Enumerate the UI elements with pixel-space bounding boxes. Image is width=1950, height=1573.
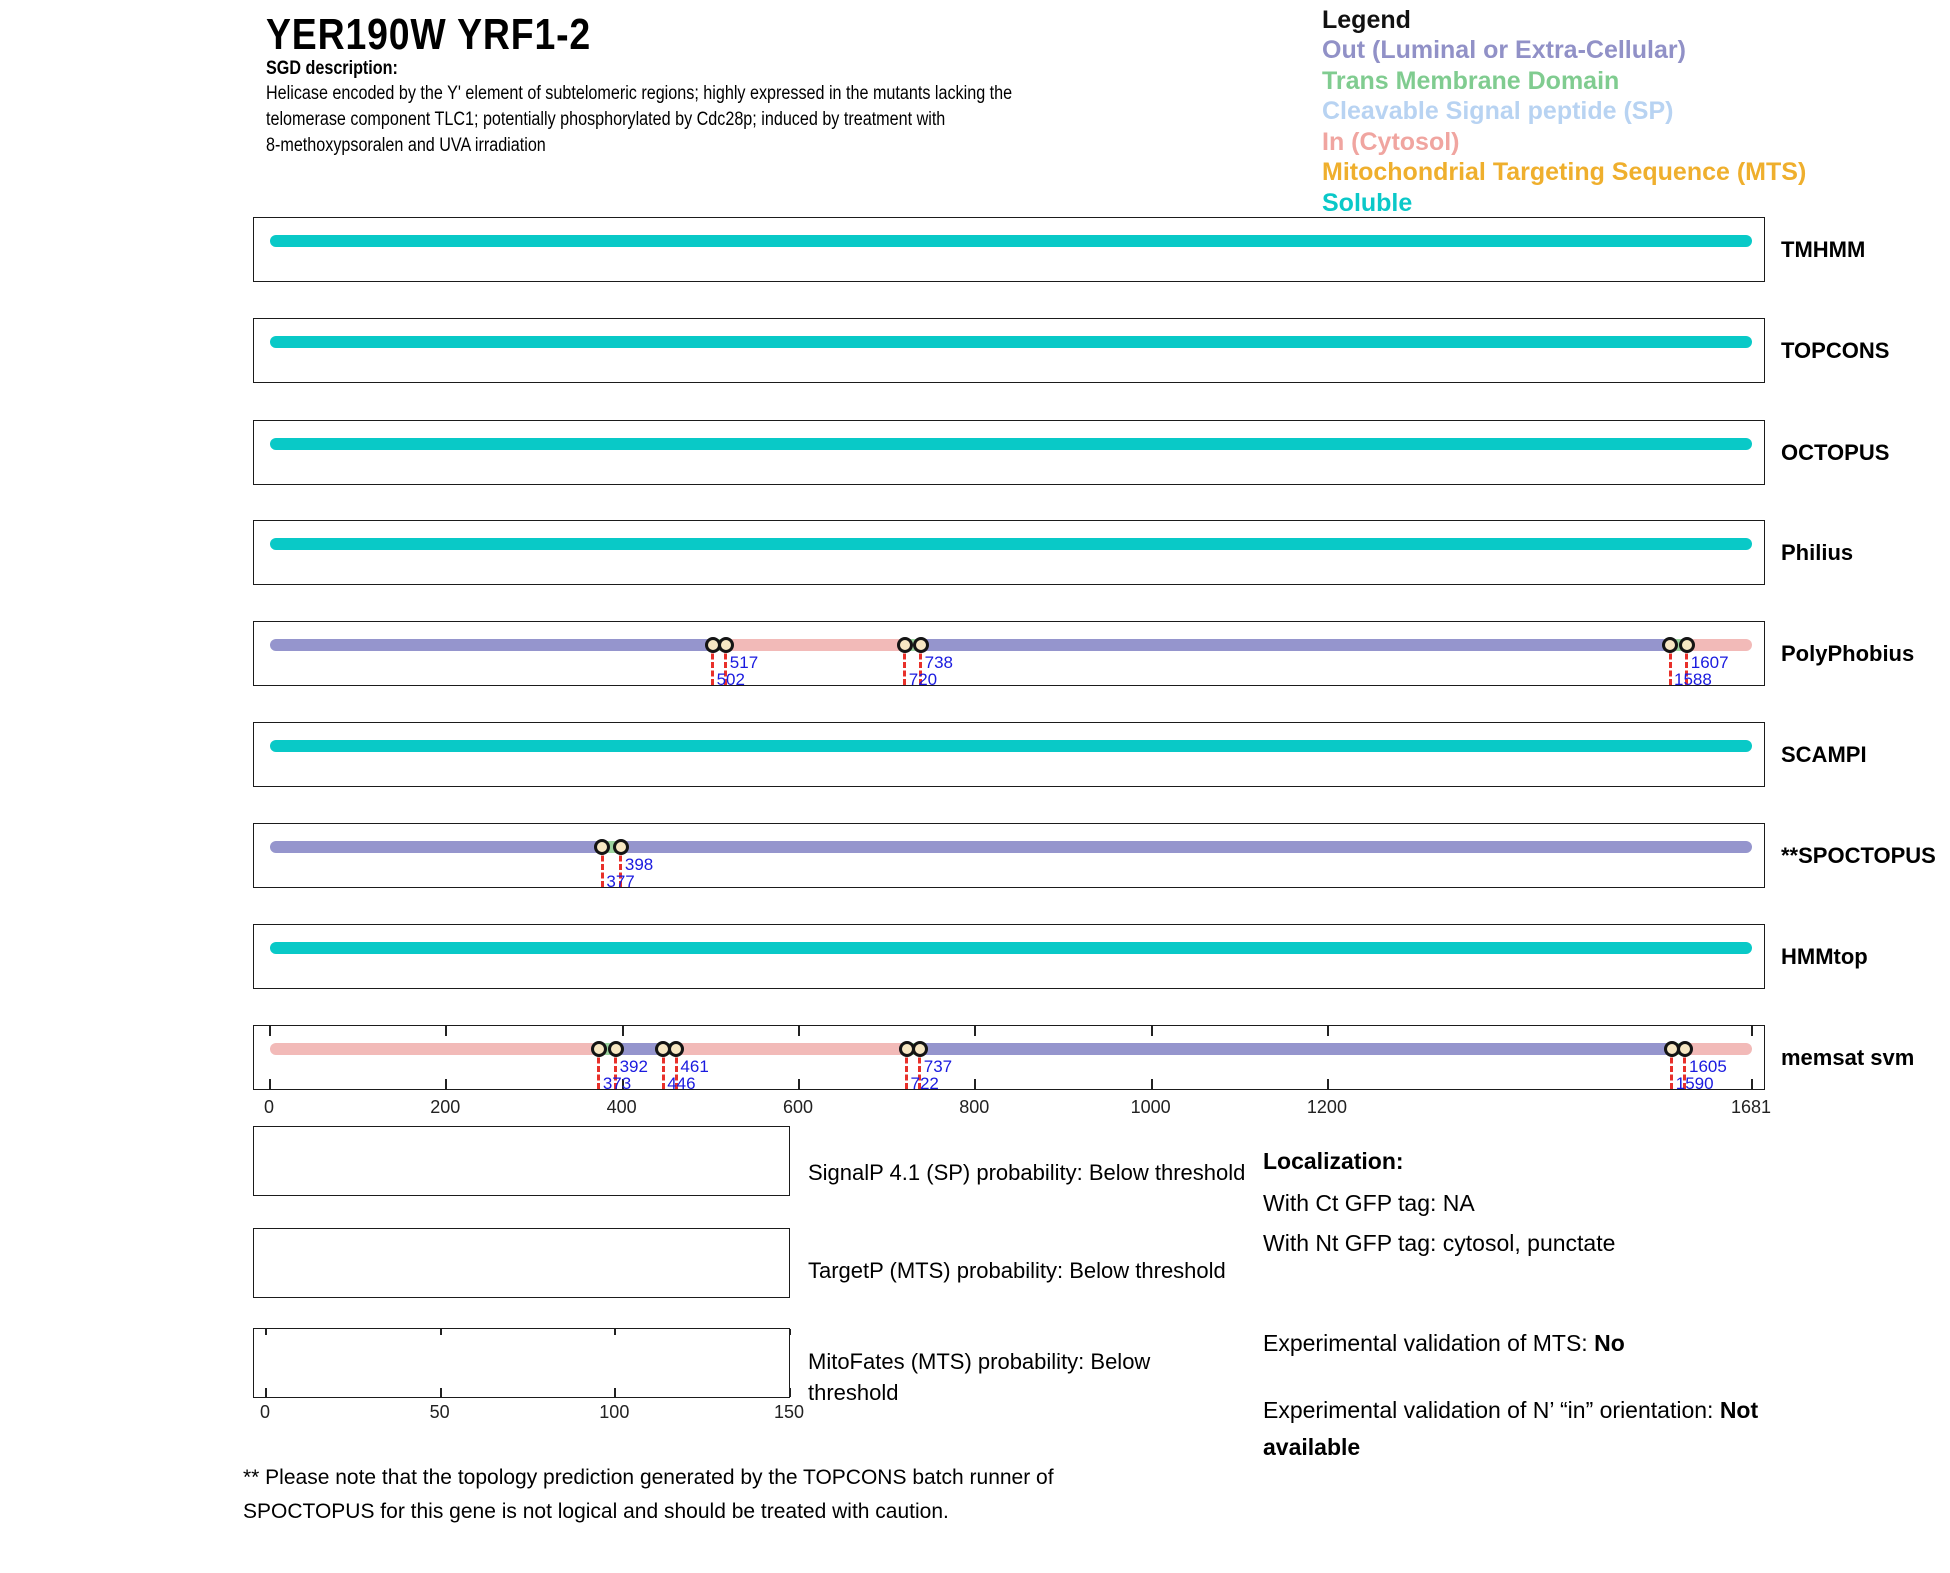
x-axis-tick xyxy=(1327,1079,1329,1089)
x-axis-tick xyxy=(974,1026,976,1036)
segment-in xyxy=(1687,639,1752,651)
x-axis-tick xyxy=(1151,1079,1153,1089)
sgd-description-label: SGD description: xyxy=(266,58,398,79)
x-axis-label: 400 xyxy=(606,1097,637,1117)
track-label-PolyPhobius: PolyPhobius xyxy=(1781,641,1915,666)
tm-boundary-label: 720 xyxy=(908,670,938,689)
segment-in xyxy=(1685,1043,1752,1055)
mitofates-caption: MitoFates (MTS) probability: Below threshold xyxy=(808,1349,1151,1405)
tm-boundary-label: 461 xyxy=(680,1057,709,1076)
orientation-validation-prefix: Experimental validation of N’ “in” orientation: xyxy=(1263,1397,1720,1423)
track-label-HMMtop: HMMtop xyxy=(1781,944,1868,969)
legend-heading: Legend xyxy=(1322,6,1411,34)
tm-boundary-label: 1588 xyxy=(1674,670,1712,689)
segment-soluble xyxy=(270,942,1752,954)
track-box-PolyPhobius xyxy=(253,621,1765,689)
x-axis-label: 600 xyxy=(782,1097,813,1117)
tm-boundary-label: 1590 xyxy=(1675,1074,1714,1093)
x-axis-label: 800 xyxy=(959,1097,990,1117)
segment-out xyxy=(921,639,1670,651)
tm-boundary-label: 738 xyxy=(924,653,953,672)
segment-soluble xyxy=(270,336,1752,348)
tm-boundary-label: 392 xyxy=(619,1057,648,1076)
track-box-TMHMM xyxy=(253,217,1765,282)
legend-items xyxy=(1322,35,1806,218)
x-axis-tick xyxy=(798,1079,800,1089)
tm-boundary-circle xyxy=(718,637,734,653)
probability-box-1 xyxy=(253,1228,790,1298)
footnote-line: SPOCTOPUS for this gene is not logical and should be treated with caution. xyxy=(243,1500,949,1523)
track-box-Philius xyxy=(253,520,1765,585)
prob-axis-tick xyxy=(440,1388,442,1397)
x-axis-label: 0 xyxy=(263,1097,274,1117)
legend xyxy=(1322,5,1806,218)
track-box--SPOCTOPUS xyxy=(253,823,1765,891)
x-axis-label: 1000 xyxy=(1130,1097,1171,1117)
segment-in xyxy=(676,1043,906,1055)
prob-axis-tick xyxy=(789,1329,791,1335)
mts-validation-prefix: Experimental validation of MTS: xyxy=(1263,1330,1595,1356)
segment-soluble xyxy=(270,438,1752,450)
x-axis-label: 200 xyxy=(430,1097,461,1117)
tm-boundary-label: 722 xyxy=(910,1074,939,1093)
x-axis-tick xyxy=(974,1079,976,1089)
prob-axis-tick xyxy=(614,1388,616,1397)
x-axis-label: 1681 xyxy=(1730,1097,1772,1117)
segment-out xyxy=(270,639,713,651)
nt-gfp-line: With Nt GFP tag: cytosol, punctate xyxy=(1263,1230,1616,1256)
orientation-validation-value: Not available xyxy=(1263,1397,1759,1460)
segment-out xyxy=(621,841,1752,853)
orientation-validation-line xyxy=(1263,1392,1848,1466)
segment-soluble xyxy=(270,740,1752,752)
description-line: Helicase encoded by the Y' element of subtelomeric regions; highly expressed in the mutants lacking the xyxy=(266,83,1013,104)
x-axis-tick xyxy=(445,1079,447,1089)
x-axis-tick xyxy=(622,1026,624,1036)
probability-box-0 xyxy=(253,1126,790,1196)
localization-heading: Localization: xyxy=(1263,1148,1404,1174)
mts-validation-line xyxy=(1263,1330,1625,1357)
track-label--SPOCTOPUS: **SPOCTOPUS xyxy=(1781,843,1936,868)
x-axis-tick xyxy=(1327,1026,1329,1036)
track-label-OCTOPUS: OCTOPUS xyxy=(1781,440,1890,465)
x-axis-label: 1200 xyxy=(1306,1097,1347,1117)
track-label-TOPCONS: TOPCONS xyxy=(1781,338,1890,363)
targetp-caption: TargetP (MTS) probability: Below threshold xyxy=(808,1258,1226,1283)
x-axis-tick xyxy=(269,1079,271,1089)
tm-boundary-label: 377 xyxy=(606,872,635,891)
tm-boundary-circle xyxy=(613,839,629,855)
legend-item-soluble: Soluble xyxy=(1322,188,1413,217)
ct-gfp-line: With Ct GFP tag: NA xyxy=(1263,1190,1475,1216)
tm-boundary-label: 1605 xyxy=(1688,1057,1727,1076)
track-box-SCAMPI xyxy=(253,722,1765,787)
tm-boundary-circle xyxy=(912,1041,928,1057)
tm-boundary-label: 737 xyxy=(923,1057,953,1076)
track-label-SCAMPI: SCAMPI xyxy=(1781,742,1867,767)
tm-boundary-circle xyxy=(591,1041,607,1057)
segment-soluble xyxy=(270,235,1752,247)
prob-axis-tick xyxy=(440,1329,442,1335)
tm-boundary-circle xyxy=(1662,637,1678,653)
legend-item-in: In (Cytosol) xyxy=(1322,127,1460,156)
signalp-caption: SignalP 4.1 (SP) probability: Below threshold xyxy=(808,1160,1246,1185)
legend-item-mts: Mitochondrial Targeting Sequence (MTS) xyxy=(1322,158,1807,186)
segment-out xyxy=(920,1043,1672,1055)
prob-axis-label: 100 xyxy=(599,1402,630,1422)
probability-box-2 xyxy=(253,1328,790,1398)
legend-item-sp: Cleavable Signal peptide (SP) xyxy=(1322,97,1674,125)
footnote-line: ** Please note that the topology prediction generated by the TOPCONS batch runner of xyxy=(243,1466,1054,1489)
track-box-TOPCONS xyxy=(253,318,1765,383)
x-axis-tick xyxy=(1151,1026,1153,1036)
tm-boundary-circle xyxy=(1677,1041,1693,1057)
description-line: telomerase component TLC1; potentially phosphorylated by Cdc28p; induced by treatment with xyxy=(266,109,946,130)
tm-boundary-label: 373 xyxy=(602,1074,632,1093)
x-axis-tick xyxy=(798,1026,800,1036)
mts-validation-value: No xyxy=(1594,1330,1625,1356)
description-line: 8-methoxypsoralen and UVA irradiation xyxy=(266,135,546,156)
tm-boundary-label: 502 xyxy=(716,670,745,689)
tm-boundary-label: 517 xyxy=(729,653,759,672)
prob-axis-label: 150 xyxy=(773,1402,805,1422)
segment-in xyxy=(726,639,905,651)
segment-in xyxy=(270,1043,599,1055)
prob-axis-tick xyxy=(265,1388,267,1397)
track-label-memsat-svm: memsat svm xyxy=(1781,1045,1915,1070)
page-title: YER190W YRF1-2 xyxy=(266,10,592,59)
track-box-OCTOPUS xyxy=(253,420,1765,485)
prob-axis-tick xyxy=(614,1329,616,1335)
x-axis-tick xyxy=(445,1026,447,1036)
prob-axis-tick xyxy=(789,1388,791,1397)
tm-boundary-circle xyxy=(1679,637,1695,653)
prob-axis-label: 50 xyxy=(429,1402,450,1422)
prob-axis-tick xyxy=(265,1329,267,1335)
segment-soluble xyxy=(270,538,1752,550)
tm-boundary-circle xyxy=(897,637,913,653)
track-box-HMMtop xyxy=(253,924,1765,989)
tm-boundary-circle xyxy=(913,637,929,653)
sgd-description-text xyxy=(266,81,1012,159)
track-label-Philius: Philius xyxy=(1781,540,1854,565)
x-axis-tick xyxy=(1751,1026,1753,1036)
track-box-memsat-svm xyxy=(253,1025,1765,1093)
segment-out xyxy=(270,841,602,853)
tm-boundary-circle xyxy=(608,1041,624,1057)
legend-item-out: Out (Luminal or Extra-Cellular) xyxy=(1322,36,1686,64)
x-axis-tick xyxy=(269,1026,271,1036)
tm-boundary-label: 398 xyxy=(624,855,654,874)
x-axis-tick xyxy=(1751,1079,1753,1089)
legend-item-tm: Trans Membrane Domain xyxy=(1322,66,1620,95)
tm-boundary-label: 1607 xyxy=(1690,653,1729,672)
tm-boundary-label: 446 xyxy=(667,1074,696,1093)
track-label-TMHMM: TMHMM xyxy=(1781,237,1866,262)
prob-axis-label: 0 xyxy=(259,1402,270,1422)
